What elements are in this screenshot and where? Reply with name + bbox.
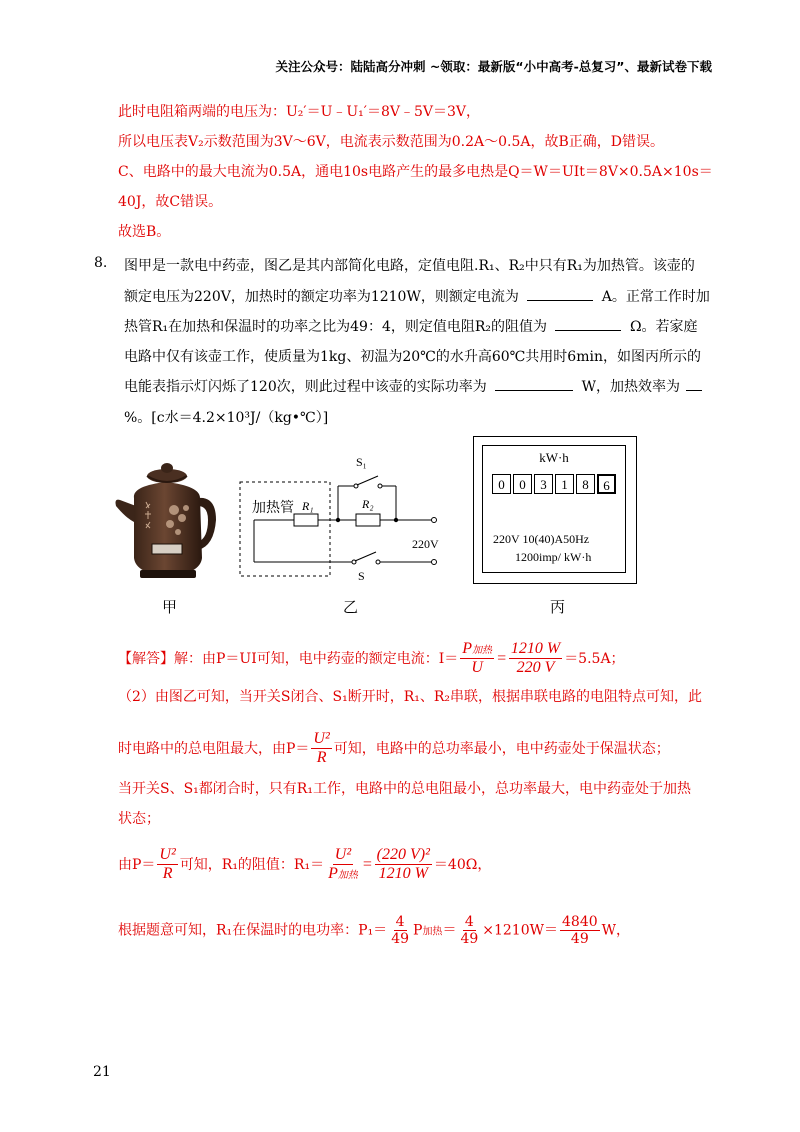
- question-line-6: %。[c水＝4.2×10³J/（kg•℃）]: [124, 410, 329, 426]
- answer-tag: 【解答】: [118, 650, 174, 667]
- answer-blank-2[interactable]: [555, 316, 621, 331]
- fraction-4-49-b: [458, 914, 480, 947]
- question-text: A。正常工作时加: [601, 289, 710, 305]
- question-line-1: 图甲是一款电中药壶，图乙是其内部简化电路，定值电阻.R₁、R₂中只有R₁为加热管。该壶的: [124, 258, 695, 274]
- answer-line-5: 状态；: [118, 811, 160, 827]
- voltage-label: 220V: [412, 537, 439, 551]
- meter-digit-last: 6: [597, 474, 616, 494]
- question-text: W，加热效率为: [581, 379, 681, 395]
- answer-text: 时电路中的总电阻最大，由P＝: [118, 740, 310, 757]
- meter-digit: 0: [492, 474, 511, 494]
- numerator: (220 V)²: [375, 846, 432, 865]
- page-header: 关注公众号：陆陆高分冲刺 ~领取：最新版“小中高考-总复习”、最新试卷下载: [275, 59, 712, 74]
- question-line-5: [124, 376, 704, 396]
- page-number: 21: [93, 1064, 111, 1080]
- question-text: 热管R₁在加热和保温时的功率之比为49：4，则定值电阻R₂的阻值为: [124, 319, 548, 335]
- fraction-power-2: [157, 846, 177, 884]
- prev-line-3: C、电路中的最大电流为0.5A，通电10s电路产生的最多电热是Q＝W＝UIt＝8V×0.5A×10s＝: [118, 164, 713, 180]
- answer-text: W，: [601, 922, 631, 939]
- s-label: S: [358, 569, 365, 583]
- answer-text: 由P＝: [118, 856, 156, 873]
- meter-spec-2: 1200imp/ kW·h: [515, 550, 592, 564]
- answer-text: 可知，R₁的阻值：R₁＝: [179, 856, 325, 873]
- answer-text: 根据题意可知，R₁在保温时的电功率：P₁＝: [118, 922, 388, 939]
- fraction-power: [311, 730, 331, 768]
- numerator: 4: [464, 914, 474, 930]
- denominator: 220 V: [516, 659, 555, 677]
- r2-label: R₂: [362, 497, 374, 511]
- meter-digit: 8: [576, 474, 595, 494]
- fraction-current: [460, 640, 494, 678]
- answer-line-2: （2）由图乙可知，当开关S闭合、S₁断开时，R₁、R₂串联，根据串联电路的电阻特点可知，此: [118, 689, 703, 705]
- figure-bing-caption: 丙: [550, 598, 566, 616]
- question-number: 8.: [94, 255, 108, 271]
- question-line-2: [124, 286, 710, 306]
- fraction-r1: [326, 846, 360, 884]
- denominator: 1210 W: [378, 865, 428, 883]
- answer-text: 可知，电路中的总功率最小，电中药壶处于保温状态；: [333, 740, 670, 757]
- prev-line-4: 40J，故C错误。: [118, 194, 223, 210]
- fraction-r1-values: [375, 846, 432, 884]
- question-text: 额定电压为220V，加热时的额定功率为1210W，则额定电流为: [124, 289, 519, 305]
- meter-display: [492, 474, 618, 494]
- meter-digit: 0: [513, 474, 532, 494]
- figure-jia-caption: 甲: [162, 598, 178, 616]
- answer-text: 解：由P＝UI可知，电中药壶的额定电流：I＝: [174, 650, 459, 667]
- meter-digit: 3: [534, 474, 553, 494]
- s1-label: S₁: [356, 455, 367, 469]
- numerator: P加热: [460, 640, 494, 659]
- answer-text: ＝5.5A；: [564, 650, 625, 667]
- meter-digit: 1: [555, 474, 574, 494]
- meter-unit: kW·h: [539, 450, 569, 465]
- fraction-4-49: [389, 914, 411, 947]
- answer-text: ＝: [442, 922, 457, 939]
- denominator: 49: [391, 931, 410, 948]
- answer-line-1: 【解答】解：由P＝UI可知，电中药壶的额定电流：I＝ $\frac{\text{P加热}}{U}$ = $\frac{1210 W}{220 V}$ ＝5.5A；: [118, 640, 625, 677]
- answer-blank-1[interactable]: [527, 286, 593, 301]
- circuit-diagram: [232, 446, 452, 586]
- heater-label: 加热管: [252, 500, 294, 516]
- r1-label: R₁: [302, 499, 314, 513]
- fraction-4840-49: [560, 914, 600, 947]
- denominator: P加热: [328, 865, 358, 883]
- denominator: R: [316, 749, 327, 767]
- answer-line-7: [118, 914, 630, 947]
- numerator: 4: [395, 914, 405, 930]
- answer-blank-3[interactable]: [495, 376, 573, 391]
- fraction-values: [509, 640, 562, 678]
- prev-line-1: 此时电阻箱两端的电压为：U₂′＝U﹣U₁′＝8V﹣5V＝3V，: [118, 104, 481, 120]
- answer-blank-4[interactable]: [686, 376, 702, 391]
- answer-text: 加热: [422, 926, 443, 938]
- answer-text: ×1210W＝: [482, 922, 559, 939]
- answer-line-6: 由P＝ $\frac{\text{U²}}{R}$ 可知，R₁的阻值：R₁＝ $\frac{\text{U²}}{\text{P加热}}$ = $\frac{\text{(220 V)²}}{1210 W}$ ＝40Ω，: [118, 846, 492, 883]
- electric-meter: [473, 436, 637, 584]
- numerator: U²: [311, 730, 331, 749]
- meter-spec-1: 220V 10(40)A50Hz: [493, 532, 590, 546]
- question-text: Ω。若家庭: [629, 319, 698, 335]
- answer-line-3: [118, 730, 670, 768]
- medicine-pot-image: [112, 458, 222, 583]
- denominator: 49: [460, 931, 479, 948]
- question-text: 电能表指示灯闪烁了120次，则此过程中该壶的实际功率为: [124, 379, 487, 395]
- question-line-4: 电路中仅有该壶工作，使质量为1kg、初温为20℃的水升高60℃共用时6min，如图丙所示的: [124, 349, 701, 365]
- answer-line-4: 当开关S、S₁都闭合时，只有R₁工作，电路中的总电阻最小，总功率最大，电中药壶处于加热: [118, 781, 691, 797]
- numerator: 1210 W: [509, 640, 562, 659]
- prev-line-5: 故选B。: [118, 224, 171, 240]
- denominator: 49: [570, 931, 589, 948]
- denominator: U: [471, 659, 483, 677]
- figure-yi-caption: 乙: [343, 598, 359, 616]
- answer-text: P: [413, 922, 423, 939]
- answer-text: ＝40Ω，: [433, 856, 492, 873]
- numerator: U²: [333, 846, 353, 865]
- numerator: 4840: [562, 914, 598, 930]
- numerator: U²: [157, 846, 177, 865]
- prev-line-2: 所以电压表V₂示数范围为3V～6V，电流表示数范围为0.2A～0.5A，故B正确，D错误。: [118, 134, 665, 150]
- question-line-3: [124, 316, 698, 336]
- denominator: R: [162, 865, 173, 883]
